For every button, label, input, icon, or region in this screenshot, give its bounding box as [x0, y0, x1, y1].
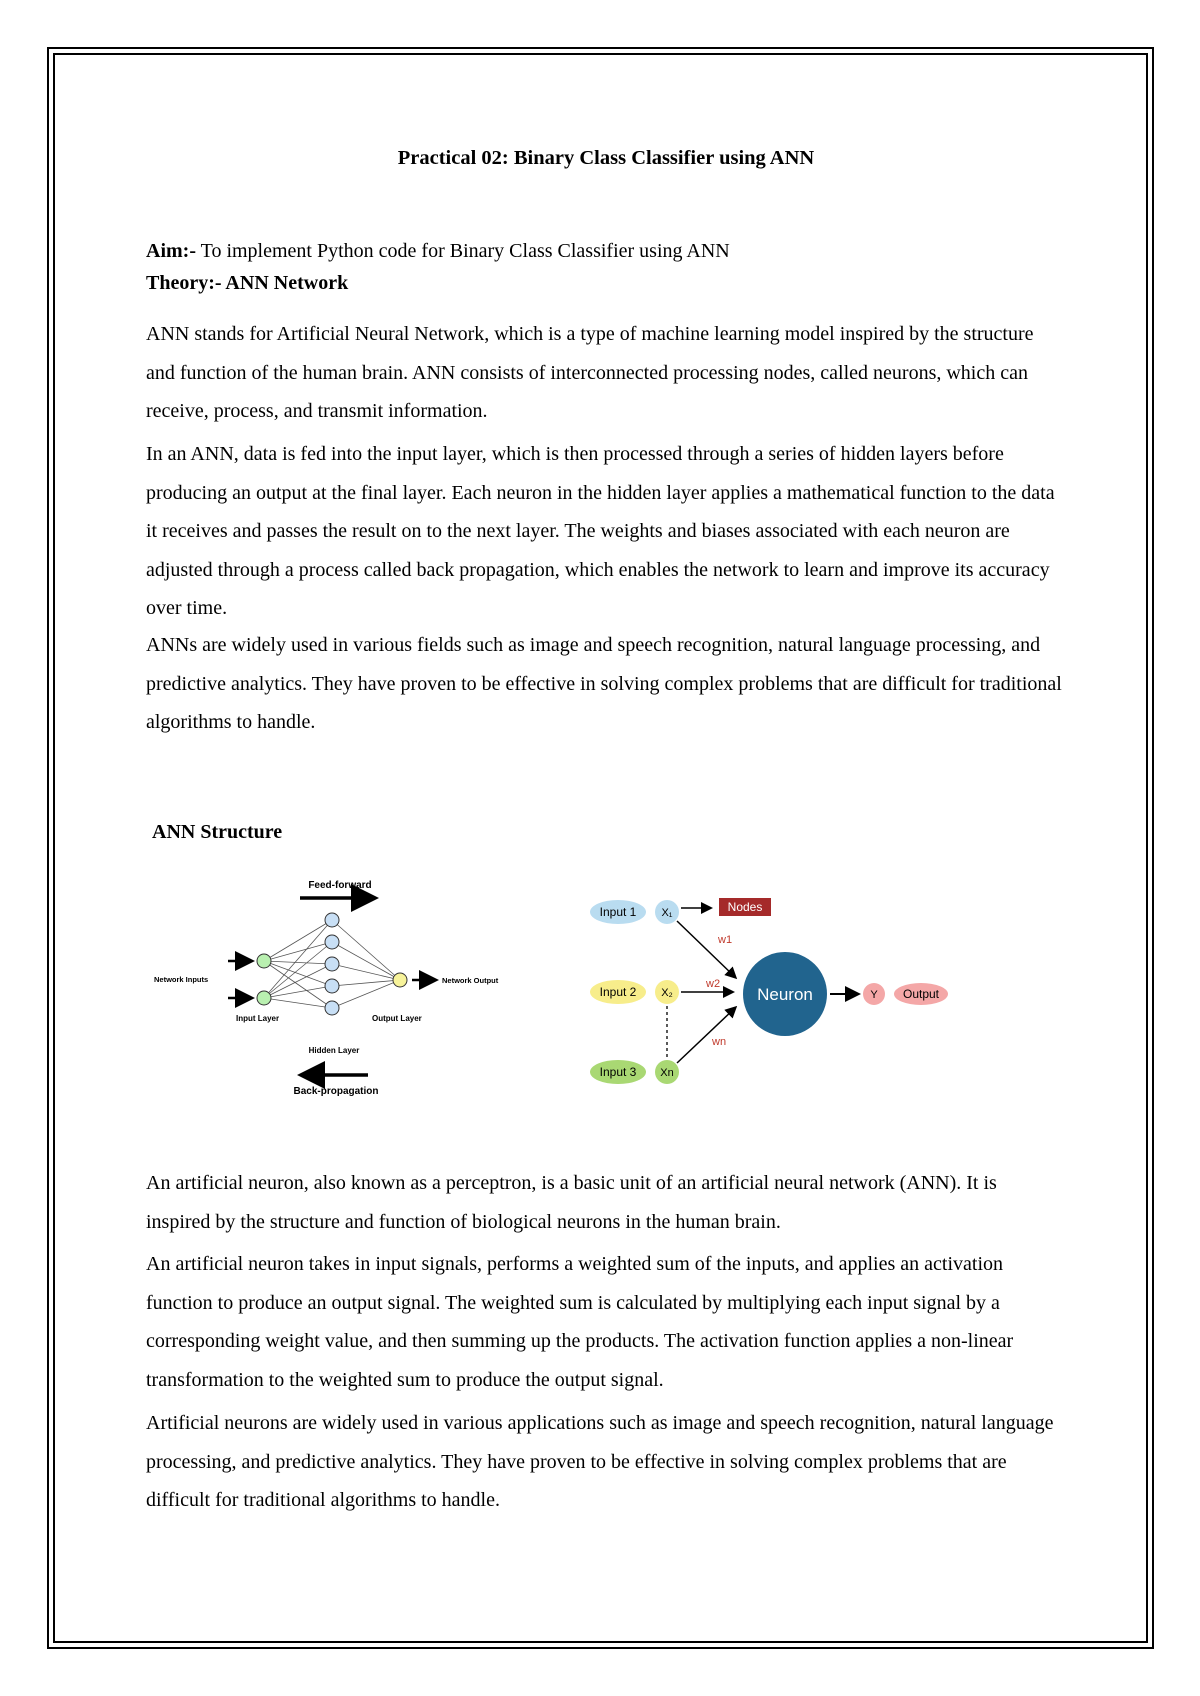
w2-label: w2 [706, 978, 721, 990]
hidden-node [325, 913, 339, 927]
y-label: Y [870, 989, 878, 1001]
hidden-node [325, 935, 339, 949]
x1-label: X₁ [661, 907, 673, 919]
input-node [257, 954, 271, 968]
network-output-label: Network Output [442, 976, 499, 985]
page-title: Practical 02: Binary Class Classifier using ANN [397, 147, 815, 169]
theory-heading: Theory:- ANN Network [146, 272, 349, 294]
network-inputs-label: Network Inputs [154, 975, 209, 984]
aim-text: To implement Python code for Binary Class Classifier using ANN [195, 240, 730, 262]
after-paragraph-1: An artificial neuron, also known as a perceptron, is a basic unit of an artificial neural network (ANN). It is inspired by the structure and function of biological neurons in the human brain. [146, 1172, 997, 1233]
intro-paragraph-2: In an ANN, data is fed into the input layer, which is then processed through a series of hidden layers before producing an output at the final layer. Each neuron in the hidden layer applies a mathematical function to the data it receives and passes the result on to the next layer. The weights and biases associated with each neuron are adjusted through a process called back propagation, which enables the network to learn and improve its accuracy over time. [146, 443, 1055, 620]
input-3-label: Input 3 [599, 1065, 637, 1079]
neuron-label: Neuron [757, 985, 813, 1004]
w1-label: w1 [718, 934, 733, 946]
back-propagation-label: Back-propagation [293, 1086, 379, 1097]
wn-arrow [677, 1008, 735, 1063]
wn-label: wn [712, 1036, 727, 1048]
structure-heading: ANN Structure [152, 821, 283, 843]
ann-network-diagram [150, 868, 520, 1103]
hidden-layer-label: Hidden Layer [308, 1046, 360, 1055]
intro-paragraph-1: ANN stands for Artificial Neural Network, which is a type of machine learning model inspired by the structure and function of the human brain. ANN consists of interconnected processing nodes, called neurons, which can receive, process, and transmit information. [146, 323, 1034, 423]
feed-forward-label: Feed-forward [308, 880, 372, 891]
after-paragraph-2: An artificial neuron takes in input signals, performs a weighted sum of the inputs, and applies an activation function to produce an output signal. The weighted sum is calculated by multiplying each input signal by a corresponding weight value, and then summing up the products. The activation function applies a non-linear transformation to the weighted sum to produce the output signal. [146, 1253, 1014, 1391]
nodes-label: Nodes [727, 900, 763, 914]
input-2-label: Input 2 [599, 985, 637, 999]
aim-line [146, 232, 1066, 271]
hidden-node [325, 957, 339, 971]
input-node [257, 991, 271, 1005]
x2-label: X₂ [661, 987, 673, 999]
hidden-node [325, 1001, 339, 1015]
xn-label: Xn [660, 1067, 674, 1079]
output-layer-label: Output Layer [372, 1014, 422, 1023]
after-paragraph-3: Artificial neurons are widely used in various applications such as image and speech recognition, natural language processing, and predictive analytics. They have proven to be effective in solving complex problems that are difficult for traditional algorithms to handle. [146, 1412, 1054, 1512]
input-1-label: Input 1 [599, 905, 637, 919]
intro-paragraph-3: ANNs are widely used in various fields such as image and speech recognition, natural language processing, and predictive analytics. They have proven to be effective in solving complex problems that are difficult for traditional algorithms to handle. [146, 634, 1062, 734]
artificial-neuron-diagram [580, 880, 960, 1090]
w1-arrow [677, 921, 735, 977]
output-label: Output [902, 987, 940, 1001]
output-node [393, 973, 407, 987]
input-layer-label: Input Layer [236, 1014, 280, 1023]
hidden-node [325, 979, 339, 993]
aim-label: Aim:- [146, 240, 196, 262]
